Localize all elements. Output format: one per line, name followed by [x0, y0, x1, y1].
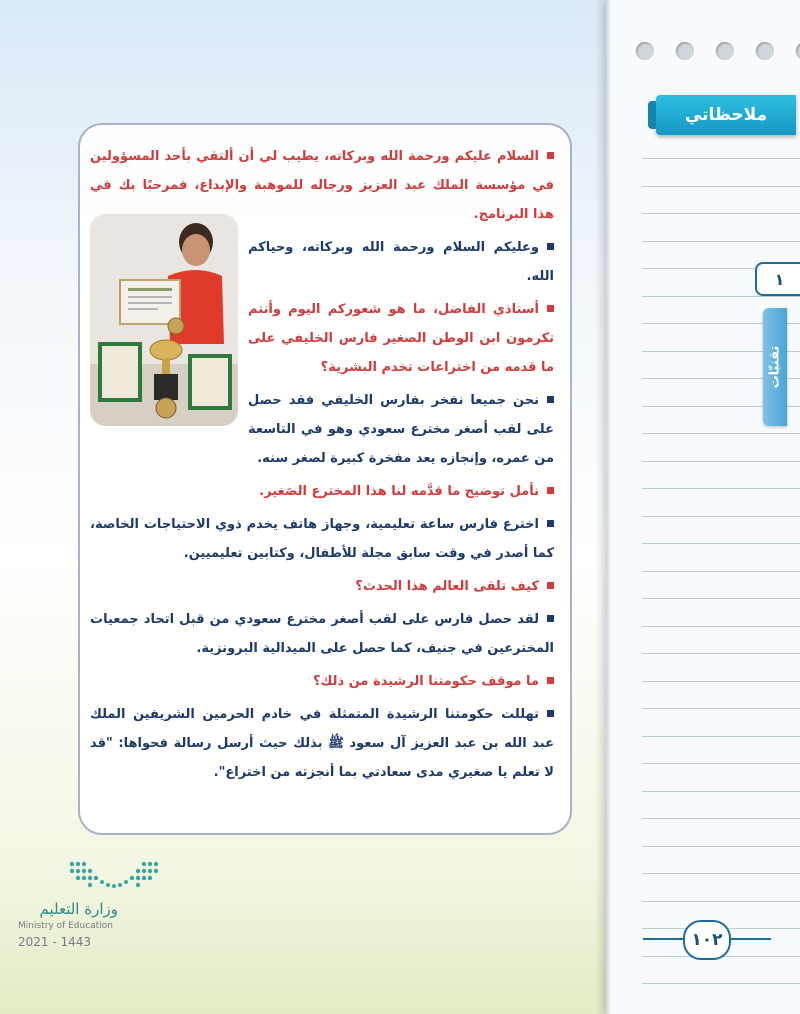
- note-line: [642, 241, 800, 242]
- page-number: ١٠٢: [683, 920, 731, 960]
- square-bullet-icon: [547, 582, 554, 589]
- binder-hole: [676, 42, 694, 60]
- note-line: [642, 626, 800, 627]
- binder-hole: [796, 42, 800, 60]
- note-line: [642, 488, 800, 489]
- ministry-logo: [18, 858, 168, 958]
- dialogue-answer: [90, 510, 554, 568]
- dialogue-text: أستاذي الفاضل، ما هو شعوركم اليوم وأنتم تكرمون ابن الوطن الصغير فارس الخليفي على ما قدمه من اختراعات تخدم البشرية؟: [248, 302, 554, 375]
- note-line: [642, 433, 800, 434]
- dialogue-text: كيف تلقى العالم هذا الحدث؟: [355, 579, 539, 594]
- binder-hole: [756, 42, 774, 60]
- square-bullet-icon: [547, 710, 554, 717]
- interview-dialogue: [90, 142, 554, 791]
- dialogue-text: السلام عليكم ورحمة الله وبركاته، يطيب لي أن ألتقي بأحد المسؤولين في مؤسسة الملك عبد العزيز ورجاله للموهبة والإبداع، فمرحبًا بك في هذا البرنامج.: [90, 149, 554, 222]
- dialogue-text: ما موقف حكومتنا الرشيدة من ذلك؟: [312, 674, 539, 689]
- square-bullet-icon: [547, 243, 554, 250]
- note-line: [642, 296, 800, 297]
- binder-hole: [636, 42, 654, 60]
- note-line: [642, 543, 800, 544]
- note-line: [642, 791, 800, 792]
- note-line: [642, 846, 800, 847]
- dialogue-question: [90, 142, 554, 229]
- note-line: [642, 653, 800, 654]
- dialogue-text: وعليكم السلام ورحمة الله وبركاته، وحياكم الله.: [248, 240, 554, 284]
- note-line: [642, 461, 800, 462]
- dialogue-answer: [90, 605, 554, 663]
- ministry-name-ar: وزارة التعليم: [39, 900, 118, 918]
- note-line: [642, 708, 800, 709]
- square-bullet-icon: [547, 520, 554, 527]
- dialogue-answer: [90, 700, 554, 787]
- square-bullet-icon: [547, 396, 554, 403]
- dialogue-question: [90, 667, 554, 696]
- note-line: [642, 763, 800, 764]
- note-line: [642, 873, 800, 874]
- ministry-name-en: Ministry of Education: [18, 921, 113, 931]
- square-bullet-icon: [547, 677, 554, 684]
- unit-number-badge: ١: [755, 262, 800, 296]
- dialogue-text: تهللت حكومتنا الرشيدة المتمثلة في خادم الحرمين الشريفين الملك عبد الله بن عبد العزيز آل سعود ﷺ بذلك حيث أرسل رسالة فحواها: "قد لا تعلم يا صغيري مدى سعادتي بما أنجزته من اختراع".: [90, 707, 554, 780]
- square-bullet-icon: [547, 152, 554, 159]
- dialogue-question: [90, 572, 554, 601]
- unit-label-tab: [763, 308, 787, 426]
- notes-panel: [606, 0, 800, 1014]
- dialogue-text: نأمل توضيح ما قدَّمه لنا هذا المخترع الصَغير.: [259, 484, 539, 499]
- binder-hole: [716, 42, 734, 60]
- dialogue-question: [90, 477, 554, 506]
- note-line: [642, 186, 800, 187]
- note-line: [642, 598, 800, 599]
- dialogue-text: نحن جميعا نفخر بفارس الخليفي فقد حصل على لقب أصغر مخترع سعودي وهو في التاسعة من عمره، وإنجازه يعد مفخرة كبيرة لصغر سنه.: [248, 393, 554, 466]
- note-line: [642, 571, 800, 572]
- square-bullet-icon: [547, 487, 554, 494]
- square-bullet-icon: [547, 615, 554, 622]
- note-line: [642, 818, 800, 819]
- dialogue-text: اخترع فارس ساعة تعليمية، وجهاز هاتف يخدم ذوي الاحتياجات الخاصة، كما أصدر في وقت سابق مجلة للأطفال، وكتابين تعليميين.: [90, 517, 554, 561]
- photo-spacer: [90, 233, 248, 443]
- ministry-dots-icon: [66, 858, 162, 894]
- note-line: [642, 983, 800, 984]
- note-line: [642, 681, 800, 682]
- note-line: [642, 736, 800, 737]
- dialogue-text: لقد حصل فارس على لقب أصغر مخترع سعودي من قبل اتحاد جمعيات المخترعين في جنيف، كما حصل على الميدالية البرونزية.: [90, 612, 554, 656]
- edition-year: 2021 - 1443: [18, 935, 92, 949]
- square-bullet-icon: [547, 305, 554, 312]
- notes-title: ملاحظاتي: [656, 95, 796, 135]
- unit-label: تقنيّات: [767, 345, 783, 389]
- note-line: [642, 213, 800, 214]
- note-line: [642, 516, 800, 517]
- binder-holes: [636, 42, 800, 60]
- note-line: [642, 158, 800, 159]
- note-line: [642, 901, 800, 902]
